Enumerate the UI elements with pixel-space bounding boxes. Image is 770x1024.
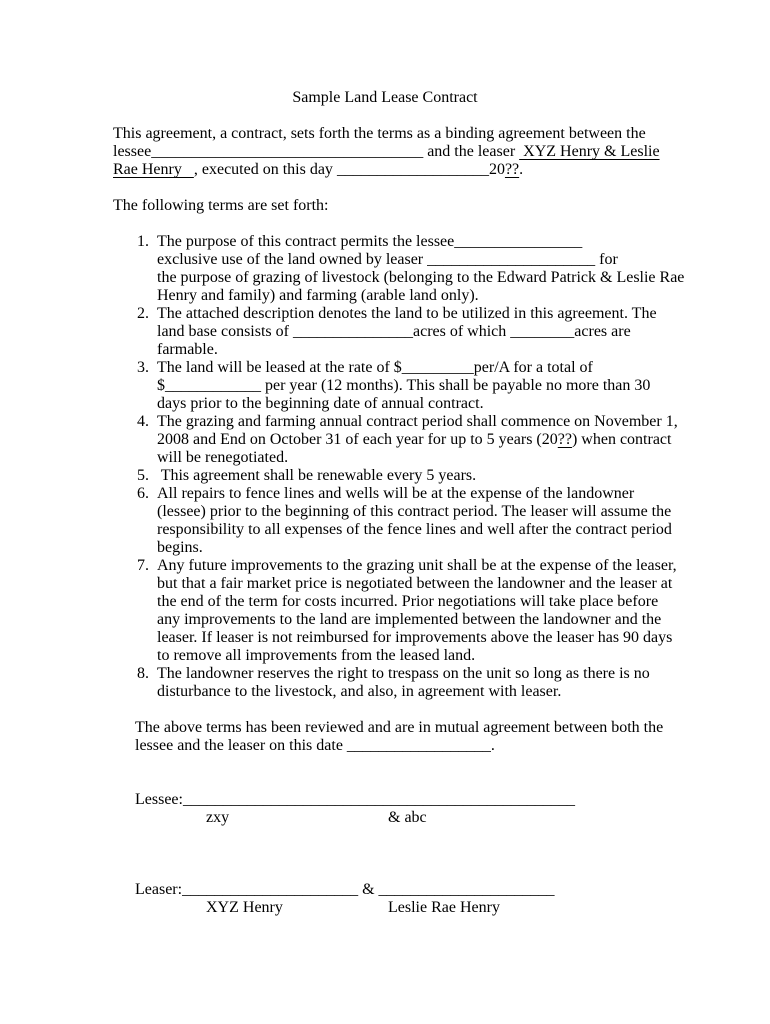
term-number: 3. bbox=[137, 359, 149, 376]
term-item-line bbox=[137, 449, 684, 467]
blank-field[interactable]: ______________________ bbox=[182, 881, 359, 898]
text-segment: The attached description denotes the land to be utilized in this agreement. The bbox=[157, 305, 657, 322]
text-segment: All repairs to fence lines and wells will be at the expense of the landowner bbox=[157, 485, 635, 502]
term-item-line bbox=[137, 593, 684, 611]
blank-field[interactable]: _________ bbox=[401, 359, 474, 376]
text-line bbox=[113, 161, 660, 179]
text-segment: land base consists of bbox=[157, 323, 293, 340]
blank-field[interactable]: __________________________________ bbox=[151, 143, 424, 160]
closing-paragraph bbox=[135, 719, 663, 755]
blank-field[interactable]: ____________ bbox=[165, 377, 261, 394]
term-number: 1. bbox=[137, 233, 149, 250]
term-number: 8. bbox=[137, 665, 149, 682]
blank-field[interactable]: ________ bbox=[510, 323, 575, 340]
terms-list bbox=[137, 233, 684, 701]
term-item-line bbox=[137, 287, 684, 305]
text-line bbox=[113, 125, 660, 143]
text-line bbox=[113, 143, 660, 161]
term-number: 5. bbox=[137, 467, 149, 484]
text-segment: to remove all improvements from the leased land. bbox=[157, 647, 476, 664]
text-segment: the end of the term for costs incurred. Prior negotiations will take place before bbox=[157, 593, 659, 610]
blank-field[interactable]: ________________ bbox=[454, 233, 583, 250]
term-item-line bbox=[137, 359, 684, 377]
text-segment: Any future improvements to the grazing unit shall be at the expense of the leaser, bbox=[157, 557, 677, 574]
document-title: Sample Land Lease Contract bbox=[292, 89, 478, 106]
text-segment: 2008 and End on October 31 of each year for up to 5 years (20 bbox=[157, 431, 558, 448]
term-item-line bbox=[137, 233, 684, 251]
blank-field[interactable]: _____________________ bbox=[427, 251, 596, 268]
text-segment: This agreement, a contract, sets forth the terms as a binding agreement between the bbox=[113, 125, 646, 142]
text-segment: begins. bbox=[157, 539, 203, 556]
term-number: 4. bbox=[137, 413, 149, 430]
printed-name: & abc bbox=[388, 809, 427, 826]
term-item-line bbox=[137, 377, 684, 395]
text-line bbox=[135, 719, 663, 737]
term-item-line bbox=[137, 395, 684, 413]
leaser-printed-names bbox=[135, 899, 695, 917]
printed-name: XYZ Henry bbox=[206, 899, 283, 916]
term-number: 7. bbox=[137, 557, 149, 574]
text-segment: lessee and the leaser on this date bbox=[135, 737, 347, 754]
text-segment: farmable. bbox=[157, 341, 218, 358]
term-item-line bbox=[137, 413, 684, 431]
text-segment: (lessee) prior to the beginning of this contract period. The leaser will assume the bbox=[157, 503, 672, 520]
printed-name: Leslie Rae Henry bbox=[388, 899, 500, 916]
text-segment: Henry and family) and farming (arable land only). bbox=[157, 287, 479, 304]
text-segment: acres of which bbox=[412, 323, 511, 340]
term-item-line bbox=[137, 539, 684, 557]
text-segment: the purpose of grazing of livestock (belonging to the Edward Patrick & Leslie Rae bbox=[157, 269, 685, 286]
text-segment: and the leaser bbox=[423, 143, 520, 160]
text-segment: per/A for a total of bbox=[473, 359, 593, 376]
lessee-signature-line bbox=[135, 791, 575, 809]
term-item-line bbox=[137, 323, 684, 341]
text-segment: 20 bbox=[488, 161, 505, 178]
blank-field[interactable]: ___________________ bbox=[336, 161, 489, 178]
blank-field[interactable]: __________________ bbox=[346, 737, 491, 754]
text-segment: ) when contract bbox=[571, 431, 672, 448]
text-segment: lessee bbox=[113, 143, 152, 160]
text-segment: days prior to the beginning date of annual contract. bbox=[157, 395, 484, 412]
text-segment: The grazing and farming annual contract period shall commence on November 1, bbox=[157, 413, 678, 430]
term-item-line bbox=[137, 683, 684, 701]
term-item-line bbox=[137, 665, 684, 683]
text-segment: responsibility to all expenses of the fence lines and well after the contract period bbox=[157, 521, 672, 538]
blank-field[interactable]: _________________________________________________ bbox=[182, 791, 575, 808]
term-item-line bbox=[137, 575, 684, 593]
text-segment: $ bbox=[157, 377, 165, 394]
text-segment: . bbox=[490, 737, 495, 754]
blank-field[interactable]: ______________________ bbox=[378, 881, 555, 898]
term-item-line bbox=[137, 611, 684, 629]
text-segment: will be renegotiated. bbox=[157, 449, 289, 466]
term-item-line bbox=[137, 431, 684, 449]
term-item-line bbox=[137, 269, 684, 287]
text-segment: . bbox=[519, 161, 524, 178]
terms-lead-in: The following terms are set forth: bbox=[113, 197, 329, 214]
text-segment: The landowner reserves the right to trespass on the unit so long as there is no bbox=[157, 665, 650, 682]
text-segment: The above terms has been reviewed and are in mutual agreement between both the bbox=[135, 719, 664, 736]
text-segment: This agreement shall be renewable every 5 years. bbox=[157, 467, 477, 484]
text-segment: The purpose of this contract permits the lessee bbox=[157, 233, 455, 250]
underlined-text: ?? bbox=[557, 431, 572, 448]
text-segment: but that a fair market price is negotiated between the landowner and the leaser at bbox=[157, 575, 673, 592]
text-segment: , executed on this day bbox=[193, 161, 337, 178]
text-segment: disturbance to the livestock, and also, in agreement with leaser. bbox=[157, 683, 562, 700]
underlined-text: XYZ Henry & Leslie bbox=[519, 143, 660, 160]
text-segment: any improvements to the land are implemented between the landowner and the bbox=[157, 611, 662, 628]
text-line bbox=[135, 737, 663, 755]
text-segment: per year (12 months). This shall be payable no more than 30 bbox=[261, 377, 651, 394]
underlined-text: Rae Henry bbox=[113, 161, 194, 178]
text-segment: acres are bbox=[574, 323, 631, 340]
blank-field[interactable]: _______________ bbox=[292, 323, 413, 340]
term-item-line bbox=[137, 485, 684, 503]
term-item-line bbox=[137, 503, 684, 521]
printed-name: zxy bbox=[206, 809, 230, 826]
underlined-text: ?? bbox=[504, 161, 520, 178]
text-segment: The land will be leased at the rate of $ bbox=[157, 359, 402, 376]
text-segment: exclusive use of the land owned by leaser bbox=[157, 251, 428, 268]
term-item-line bbox=[137, 305, 684, 323]
intro-paragraph bbox=[113, 125, 660, 179]
text-segment: & bbox=[358, 881, 379, 898]
leaser-signature-line bbox=[135, 881, 555, 899]
term-item-line bbox=[137, 629, 684, 647]
text-segment: Leaser: bbox=[135, 881, 183, 898]
term-number: 6. bbox=[137, 485, 149, 502]
text-segment: Lessee: bbox=[135, 791, 183, 808]
text-segment: leaser. If leaser is not reimbursed for improvements above the leaser has 90 days bbox=[157, 629, 673, 646]
text-segment: for bbox=[595, 251, 618, 268]
lessee-printed-names bbox=[135, 809, 695, 827]
term-number: 2. bbox=[137, 305, 149, 322]
term-item-line bbox=[137, 467, 684, 485]
term-item-line bbox=[137, 557, 684, 575]
term-item-line bbox=[137, 647, 684, 665]
term-item-line bbox=[137, 251, 684, 269]
term-item-line bbox=[137, 521, 684, 539]
term-item-line bbox=[137, 341, 684, 359]
